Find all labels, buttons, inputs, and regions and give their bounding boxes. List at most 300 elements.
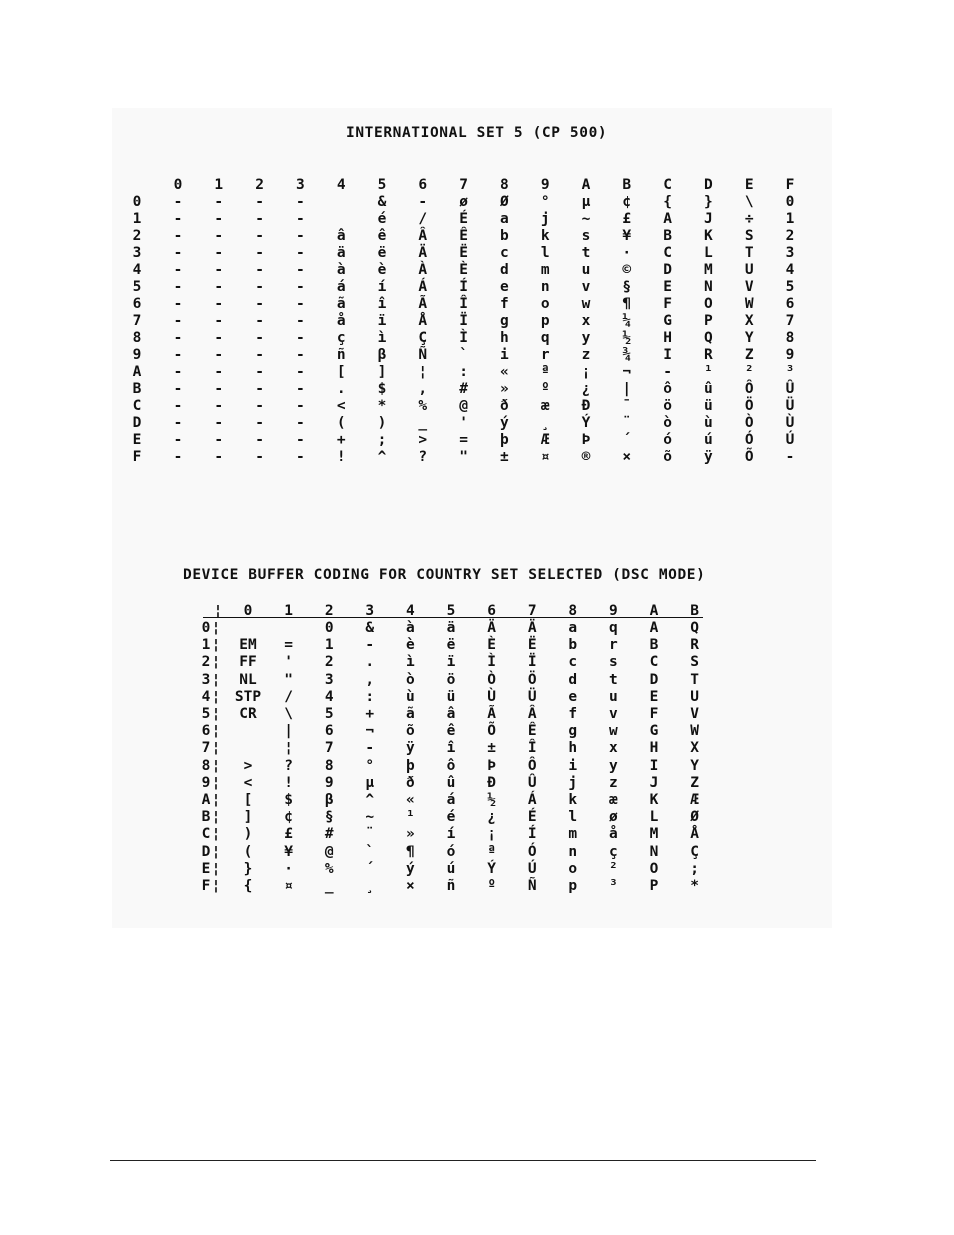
dsc-cell: Ð <box>487 774 496 791</box>
dsc-cell: n <box>568 843 578 860</box>
set5-cell: ´ <box>622 432 632 448</box>
set5-cell: J <box>704 211 713 227</box>
set5-cell: ; <box>377 432 387 448</box>
set5-cell: ~ <box>581 211 591 227</box>
set5-cell: ì <box>377 330 387 346</box>
set5-cell: ¿ <box>581 381 591 397</box>
set5-col-header: 3 <box>296 177 305 193</box>
dsc-cell: Â <box>527 706 537 722</box>
set5-cell: Á <box>418 279 428 295</box>
dsc-row-header: 1 <box>201 637 211 654</box>
dsc-cell: q <box>609 620 618 636</box>
set5-cell: ½ <box>622 330 632 346</box>
set5-cell: Ú <box>785 432 795 448</box>
dsc-row-separator: ¦ <box>211 774 221 791</box>
set5-cell: ] <box>377 364 387 380</box>
set5-cell: % <box>418 398 428 414</box>
dsc-row-separator: ¦ <box>211 706 221 722</box>
dsc-cell: î <box>446 740 456 757</box>
dsc-cell: è <box>406 637 415 654</box>
dsc-cell: β <box>324 792 334 808</box>
set5-cell: - <box>214 228 224 244</box>
dsc-cell: ¤ <box>284 878 293 894</box>
dsc-cell: s <box>609 654 618 671</box>
dsc-cell: á <box>446 792 456 808</box>
set5-cell: ) <box>377 415 387 431</box>
set5-cell: û <box>704 381 713 397</box>
set5-cell: × <box>622 449 632 465</box>
set5-cell: Ä <box>418 245 428 261</box>
dsc-cell: k <box>568 792 578 808</box>
set5-cell: - <box>214 296 224 312</box>
set5-cell: i <box>500 347 509 363</box>
dsc-cell: V <box>690 706 699 722</box>
set5-cell: p <box>540 313 550 329</box>
dsc-cell: f <box>568 706 578 722</box>
set5-cell: ù <box>704 415 713 431</box>
set5-cell: ÿ <box>704 449 713 465</box>
set5-cell: # <box>459 381 468 397</box>
dsc-cell: ¬ <box>365 723 375 740</box>
dsc-cell: } <box>243 860 253 877</box>
dsc-row-header: 4 <box>201 688 211 705</box>
dsc-cell: _ <box>324 878 334 894</box>
dsc-cell: - <box>365 637 375 654</box>
set5-cell: : <box>459 364 468 380</box>
dsc-cell: ú <box>446 860 456 877</box>
dsc-cell: % <box>324 860 334 877</box>
set5-cell: 0 <box>785 194 795 210</box>
set5-cell: . <box>336 381 346 397</box>
set5-cell: - <box>255 347 264 363</box>
set5-cell: f <box>500 296 509 312</box>
dsc-col-header: 9 <box>609 603 618 619</box>
set5-cell: 3 <box>785 245 795 261</box>
set5-cell: Ô <box>744 381 754 397</box>
set5-cell: - <box>173 245 183 261</box>
dsc-cell: » <box>406 826 415 843</box>
set5-cell: Ü <box>785 398 795 414</box>
dsc-row-header: B <box>201 809 211 826</box>
set5-cell: u <box>581 262 591 278</box>
footer-rule <box>110 1160 816 1161</box>
dsc-cell: O <box>649 860 659 877</box>
dsc-cell: \ <box>284 706 293 722</box>
set5-col-header: E <box>744 177 754 193</box>
set5-cell: b <box>500 228 509 244</box>
dsc-cell: 7 <box>324 740 334 757</box>
dsc-cell: º <box>487 878 496 894</box>
set5-cell: â <box>336 228 346 244</box>
set5-cell: " <box>459 449 468 465</box>
set5-cell: ¸ <box>540 415 550 431</box>
set5-cell: « <box>500 364 509 380</box>
set5-cell: ó <box>663 432 672 448</box>
dsc-cell: Û <box>527 774 537 791</box>
dsc-col-header: 8 <box>568 603 578 619</box>
dsc-cell: CR <box>239 706 257 722</box>
dsc-col-header: 2 <box>324 603 334 619</box>
set5-cell: ò <box>663 415 672 431</box>
set5-cell: ø <box>459 194 468 210</box>
set5-cell: 8 <box>785 330 795 346</box>
dsc-cell: C <box>649 654 659 671</box>
set5-row-header: D <box>132 415 142 431</box>
set5-cell: g <box>500 313 509 329</box>
dsc-cell: ´ <box>365 860 375 877</box>
dsc-cell: S <box>690 654 699 671</box>
set5-cell: - <box>214 279 224 295</box>
set5-row-header: 8 <box>132 330 142 346</box>
dsc-cell: õ <box>406 723 415 740</box>
dsc-col-header: A <box>649 603 659 619</box>
dsc-cell: Ó <box>527 843 537 860</box>
set5-cell: n <box>540 279 550 295</box>
set5-cell: - <box>296 296 305 312</box>
set5-cell: Ñ <box>418 347 428 363</box>
dsc-cell: ) <box>243 826 253 843</box>
dsc-cell: µ <box>365 774 375 791</box>
set5-cell: Ò <box>744 415 754 431</box>
set5-cell: c <box>500 245 509 261</box>
dsc-cell: 5 <box>324 706 334 722</box>
dsc-cell: ( <box>243 843 253 860</box>
set5-cell: F <box>663 296 672 312</box>
dsc-cell: ³ <box>609 878 618 894</box>
set5-cell: - <box>255 228 264 244</box>
dsc-row-header: 0 <box>201 620 211 636</box>
set5-cell: / <box>418 211 428 227</box>
set5-cell: ô <box>663 381 672 397</box>
set5-cell: £ <box>622 211 632 227</box>
set5-cell: { <box>663 194 672 210</box>
set5-cell: à <box>336 262 346 278</box>
dsc-cell: ¶ <box>406 843 415 860</box>
dsc-cell: y <box>609 757 618 774</box>
dsc-row-separator: ¦ <box>211 740 221 757</box>
set5-cell: [ <box>336 364 346 380</box>
set5-col-header: 5 <box>377 177 387 193</box>
dsc-cell: Þ <box>487 757 496 774</box>
dsc-header-underline <box>203 617 703 618</box>
set5-cell: - <box>255 364 264 380</box>
set5-cell: Ç <box>418 330 428 346</box>
set5-cell: ë <box>377 245 387 261</box>
dsc-row-separator: ¦ <box>211 723 221 740</box>
dsc-cell: Ú <box>527 860 537 877</box>
dsc-cell: ½ <box>487 792 496 808</box>
set5-row-header: 0 <box>132 194 142 210</box>
set5-cell: - <box>214 415 224 431</box>
set5-cell: ¤ <box>540 449 550 465</box>
set5-cell: Þ <box>581 432 591 448</box>
dsc-row-separator: ¦ <box>211 688 221 705</box>
dsc-cell: « <box>406 792 415 808</box>
dsc-cell: × <box>406 878 415 894</box>
set5-cell: - <box>214 194 224 210</box>
set5-cell: ¦ <box>418 364 428 380</box>
set5-cell: Q <box>704 330 713 346</box>
set5-cell: - <box>173 432 183 448</box>
dsc-col-header: 4 <box>406 603 415 619</box>
set5-col-header: 1 <box>214 177 224 193</box>
dsc-cell: * <box>690 878 699 894</box>
set5-cell: - <box>255 432 264 448</box>
set5-cell: - <box>296 330 305 346</box>
set5-cell: § <box>622 279 632 295</box>
dsc-cell: § <box>324 809 334 826</box>
set5-cell: x <box>581 313 591 329</box>
dsc-cell: G <box>649 723 659 740</box>
set5-cell: » <box>500 381 509 397</box>
dsc-cell: ¿ <box>487 809 496 826</box>
set5-cell: - <box>173 398 183 414</box>
set5-cell: $ <box>377 381 387 397</box>
set5-cell: - <box>173 194 183 210</box>
set5-cell: - <box>173 279 183 295</box>
dsc-cell: ì <box>406 654 415 671</box>
set5-cell: A <box>663 211 672 227</box>
dsc-cell: b <box>568 637 578 654</box>
set5-cell: - <box>255 296 264 312</box>
set5-cell: - <box>255 381 264 397</box>
set5-cell: v <box>581 279 591 295</box>
dsc-cell: ¸ <box>365 878 375 894</box>
dsc-cell: ò <box>406 671 415 688</box>
dsc-col-header: 7 <box>527 603 537 619</box>
dsc-cell: ã <box>406 706 415 722</box>
set5-cell: 2 <box>785 228 795 244</box>
dsc-cell: Ù <box>487 688 496 705</box>
dsc-cell: Ä <box>527 620 537 636</box>
set5-cell: ° <box>540 194 550 210</box>
set5-cell: W <box>744 296 754 312</box>
set5-cell: 6 <box>785 296 795 312</box>
set5-row-header: A <box>132 364 142 380</box>
dsc-cell: . <box>365 654 375 671</box>
set5-col-header: 6 <box>418 177 428 193</box>
set5-cell: - <box>296 194 305 210</box>
dsc-cell: 1 <box>324 637 334 654</box>
dsc-cell: é <box>446 809 456 826</box>
set5-cell: j <box>540 211 550 227</box>
dsc-cell: É <box>527 809 537 826</box>
set5-cell: Û <box>785 381 795 397</box>
dsc-cell: ¦ <box>284 740 293 757</box>
set5-cell: - <box>296 432 305 448</box>
set5-cell: · <box>622 245 632 261</box>
set5-cell: Â <box>418 228 428 244</box>
set5-cell: y <box>581 330 591 346</box>
set5-cell: Õ <box>744 449 754 465</box>
dsc-cell: p <box>568 878 578 894</box>
set5-cell: Ê <box>459 228 468 244</box>
dsc-cell: ÿ <box>406 740 415 757</box>
set5-cell: É <box>459 211 468 227</box>
set5-cell: - <box>296 279 305 295</box>
set5-col-header: 4 <box>336 177 346 193</box>
set5-cell: ® <box>581 449 591 465</box>
dsc-cell: â <box>446 706 456 722</box>
dsc-row-header: 9 <box>201 774 211 791</box>
dsc-row-separator: ¦ <box>211 860 221 877</box>
dsc-cell: r <box>609 637 618 654</box>
dsc-row-separator: ¦ <box>211 637 221 654</box>
set5-cell: Å <box>418 313 428 329</box>
dsc-cell: < <box>243 774 253 791</box>
set5-cell: - <box>663 364 672 380</box>
dsc-cell: ^ <box>365 792 375 808</box>
set5-cell: - <box>173 330 183 346</box>
dsc-cell: 3 <box>324 671 334 688</box>
dsc-cell: Ë <box>527 637 537 654</box>
dsc-header-separator: ¦ <box>213 603 223 619</box>
set5-cell: t <box>581 245 591 261</box>
set5-cell: ý <box>500 415 509 431</box>
dsc-cell: æ <box>609 792 618 808</box>
set5-cell: Í <box>459 279 468 295</box>
set5-cell: - <box>214 432 224 448</box>
dsc-row-separator: ¦ <box>211 809 221 826</box>
set5-cell: õ <box>663 449 672 465</box>
set5-cell: - <box>214 245 224 261</box>
set5-cell: È <box>459 262 468 278</box>
dsc-row-separator: ¦ <box>211 843 221 860</box>
set5-row-header: 7 <box>132 313 142 329</box>
set5-cell: - <box>255 415 264 431</box>
dsc-col-header: B <box>690 603 699 619</box>
set5-cell: - <box>173 364 183 380</box>
set5-cell: - <box>214 364 224 380</box>
set5-cell: 4 <box>785 262 795 278</box>
dsc-cell: o <box>568 860 578 877</box>
set5-cell: 5 <box>785 279 795 295</box>
dsc-cell: K <box>649 792 659 808</box>
set5-cell: V <box>744 279 754 295</box>
dsc-cell: Ê <box>527 723 537 740</box>
set5-cell: - <box>214 381 224 397</box>
set5-cell: Ù <box>785 415 795 431</box>
set5-cell: I <box>663 347 672 363</box>
set5-cell: P <box>704 313 713 329</box>
set5-cell: Î <box>459 296 468 312</box>
set5-cell: ã <box>336 296 346 312</box>
dsc-cell: Ø <box>690 809 699 826</box>
dsc-cell: FF <box>239 654 257 671</box>
set5-col-header: C <box>663 177 672 193</box>
set5-cell: ` <box>459 347 468 363</box>
dsc-cell: ð <box>406 774 415 791</box>
dsc-cell: £ <box>284 826 293 843</box>
set5-cell: \ <box>744 194 754 210</box>
set5-col-header: F <box>785 177 795 193</box>
dsc-row-separator: ¦ <box>211 671 221 688</box>
set5-cell: µ <box>581 194 591 210</box>
dsc-cell: ñ <box>446 878 456 894</box>
set5-cell: - <box>173 381 183 397</box>
dsc-cell: " <box>284 671 293 688</box>
set5-cell: @ <box>459 398 468 414</box>
dsc-cell: [ <box>243 792 253 808</box>
dsc-cell: Å <box>690 826 699 843</box>
set5-row-header: 6 <box>132 296 142 312</box>
dsc-cell: J <box>649 774 659 791</box>
dsc-cell: Ö <box>527 671 537 688</box>
dsc-cell: Ç <box>690 843 699 860</box>
set5-cell: ¨ <box>622 415 632 431</box>
dsc-cell: i <box>568 757 578 774</box>
dsc-row-header: D <box>201 843 211 860</box>
set5-cell: í <box>377 279 387 295</box>
set5-cell: r <box>540 347 550 363</box>
set5-cell: - <box>296 347 305 363</box>
dsc-cell: 2 <box>324 654 334 671</box>
set5-cell: l <box>540 245 550 261</box>
dsc-cell: ; <box>690 860 699 877</box>
dsc-cell: ~ <box>365 809 375 826</box>
set5-cell: - <box>296 398 305 414</box>
set5-col-header: B <box>622 177 632 193</box>
set5-cell: w <box>581 296 591 312</box>
dsc-cell: M <box>649 826 659 843</box>
set5-cell: & <box>377 194 387 210</box>
dsc-cell: + <box>365 706 375 722</box>
dsc-cell: ' <box>284 654 293 671</box>
dsc-cell: j <box>568 774 578 791</box>
dsc-row-separator: ¦ <box>211 826 221 843</box>
dsc-cell: ! <box>284 774 293 791</box>
dsc-cell: Õ <box>487 723 496 740</box>
set5-cell: o <box>540 296 550 312</box>
dsc-cell: Ü <box>527 688 537 705</box>
dsc-cell: NL <box>239 671 257 688</box>
set5-cell: ! <box>336 449 346 465</box>
set5-cell: B <box>663 228 672 244</box>
dsc-cell: z <box>609 774 618 791</box>
dsc-cell: ° <box>365 757 375 774</box>
dsc-col-header: 3 <box>365 603 375 619</box>
set5-cell: d <box>500 262 509 278</box>
set5-cell: Ï <box>459 313 468 329</box>
set5-cell: ¯ <box>622 398 632 414</box>
dsc-col-header: 0 <box>243 603 253 619</box>
set5-cell: - <box>296 364 305 380</box>
dsc-cell: w <box>609 723 618 740</box>
dsc-cell: ó <box>446 843 456 860</box>
dsc-row-separator: ¦ <box>211 620 221 636</box>
dsc-cell: / <box>284 688 293 705</box>
set5-cell: - <box>296 449 305 465</box>
dsc-cell: Æ <box>690 792 699 808</box>
set5-col-header: 7 <box>459 177 468 193</box>
dsc-cell: = <box>284 637 293 654</box>
set5-cell: X <box>744 313 754 329</box>
set5-cell: - <box>214 398 224 414</box>
set5-cell: K <box>704 228 713 244</box>
set5-cell: Y <box>744 330 754 346</box>
set5-cell: Æ <box>540 432 550 448</box>
dsc-cell: þ <box>406 757 415 774</box>
dsc-cell: ¢ <box>284 809 293 826</box>
set5-cell: ü <box>704 398 713 414</box>
set5-cell: ª <box>540 364 550 380</box>
dsc-cell: F <box>649 706 659 722</box>
dsc-cell: ¥ <box>284 843 293 860</box>
set5-cell: - <box>296 228 305 244</box>
dsc-cell: í <box>446 826 456 843</box>
set5-cell: è <box>377 262 387 278</box>
dsc-cell: Á <box>527 792 537 808</box>
